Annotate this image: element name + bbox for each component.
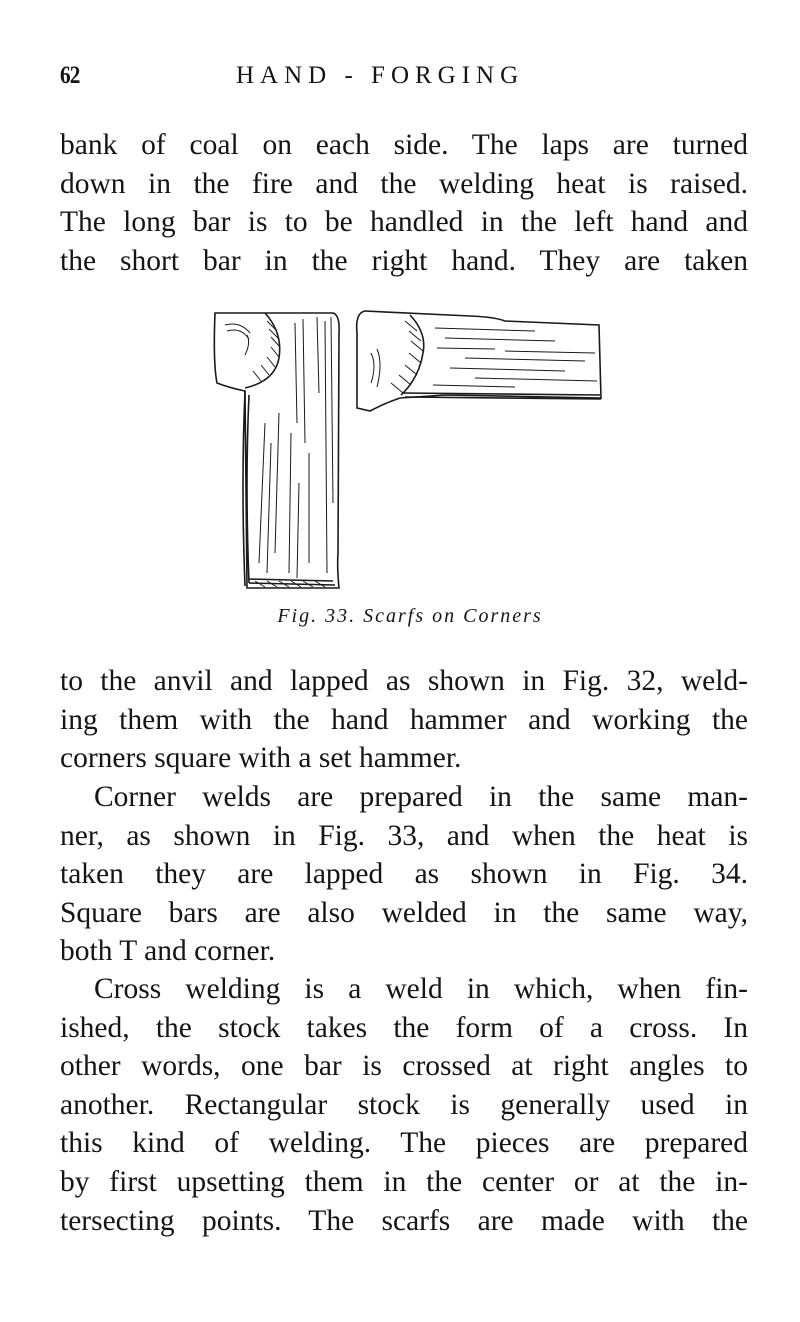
text-line: another. Rectangular stock is generally used in: [60, 1088, 748, 1121]
text-line: ner, as shown in Fig. 33, and when the heat is: [60, 819, 748, 852]
figure-caption: Fig. 33. Scarfs on Corners: [277, 605, 543, 627]
running-title: HAND - FORGING: [236, 62, 525, 89]
top-paragraph: [60, 126, 748, 280]
text-line: both T and corner.: [60, 935, 276, 968]
text-line: the short bar in the right hand. They are taken: [60, 244, 748, 277]
text-line: The long bar is to be handled in the left hand and: [60, 206, 748, 239]
text-line: to the anvil and lapped as shown in Fig. 32, weld-: [60, 665, 748, 697]
text-line: Square bars are also welded in the same way,: [60, 896, 748, 929]
text-line: bank of coal on each side. The laps are turned: [60, 129, 748, 161]
text-line: Cross welding is a weld in which, when fin-: [94, 973, 748, 1005]
text-line: this kind of welding. The pieces are prepared: [60, 1127, 748, 1160]
scarfs-on-corners-illustration-icon: [205, 303, 615, 603]
page-number: 62: [60, 62, 80, 89]
text-line: ished, the stock takes the form of a cross. In: [60, 1011, 748, 1044]
text-line: corners square with a set hammer.: [60, 742, 462, 775]
paragraph-2: [60, 778, 748, 971]
text-line: by first upsetting them in the center or at the in-: [60, 1165, 748, 1198]
text-line: other words, one bar is crossed at right angles to: [60, 1050, 748, 1083]
paragraph-3: [60, 970, 748, 1240]
page-header: [60, 62, 750, 98]
text-line: tersecting points. The scarfs are made with the: [60, 1204, 748, 1237]
text-line: ing them with the hand hammer and working the: [60, 703, 748, 736]
text-line: taken they are lapped as shown in Fig. 34.: [60, 858, 748, 891]
text-line: Corner welds are prepared in the same man-: [94, 781, 748, 813]
paragraph-1: [60, 662, 748, 778]
text-line: down in the fire and the welding heat is raised.: [60, 167, 748, 200]
